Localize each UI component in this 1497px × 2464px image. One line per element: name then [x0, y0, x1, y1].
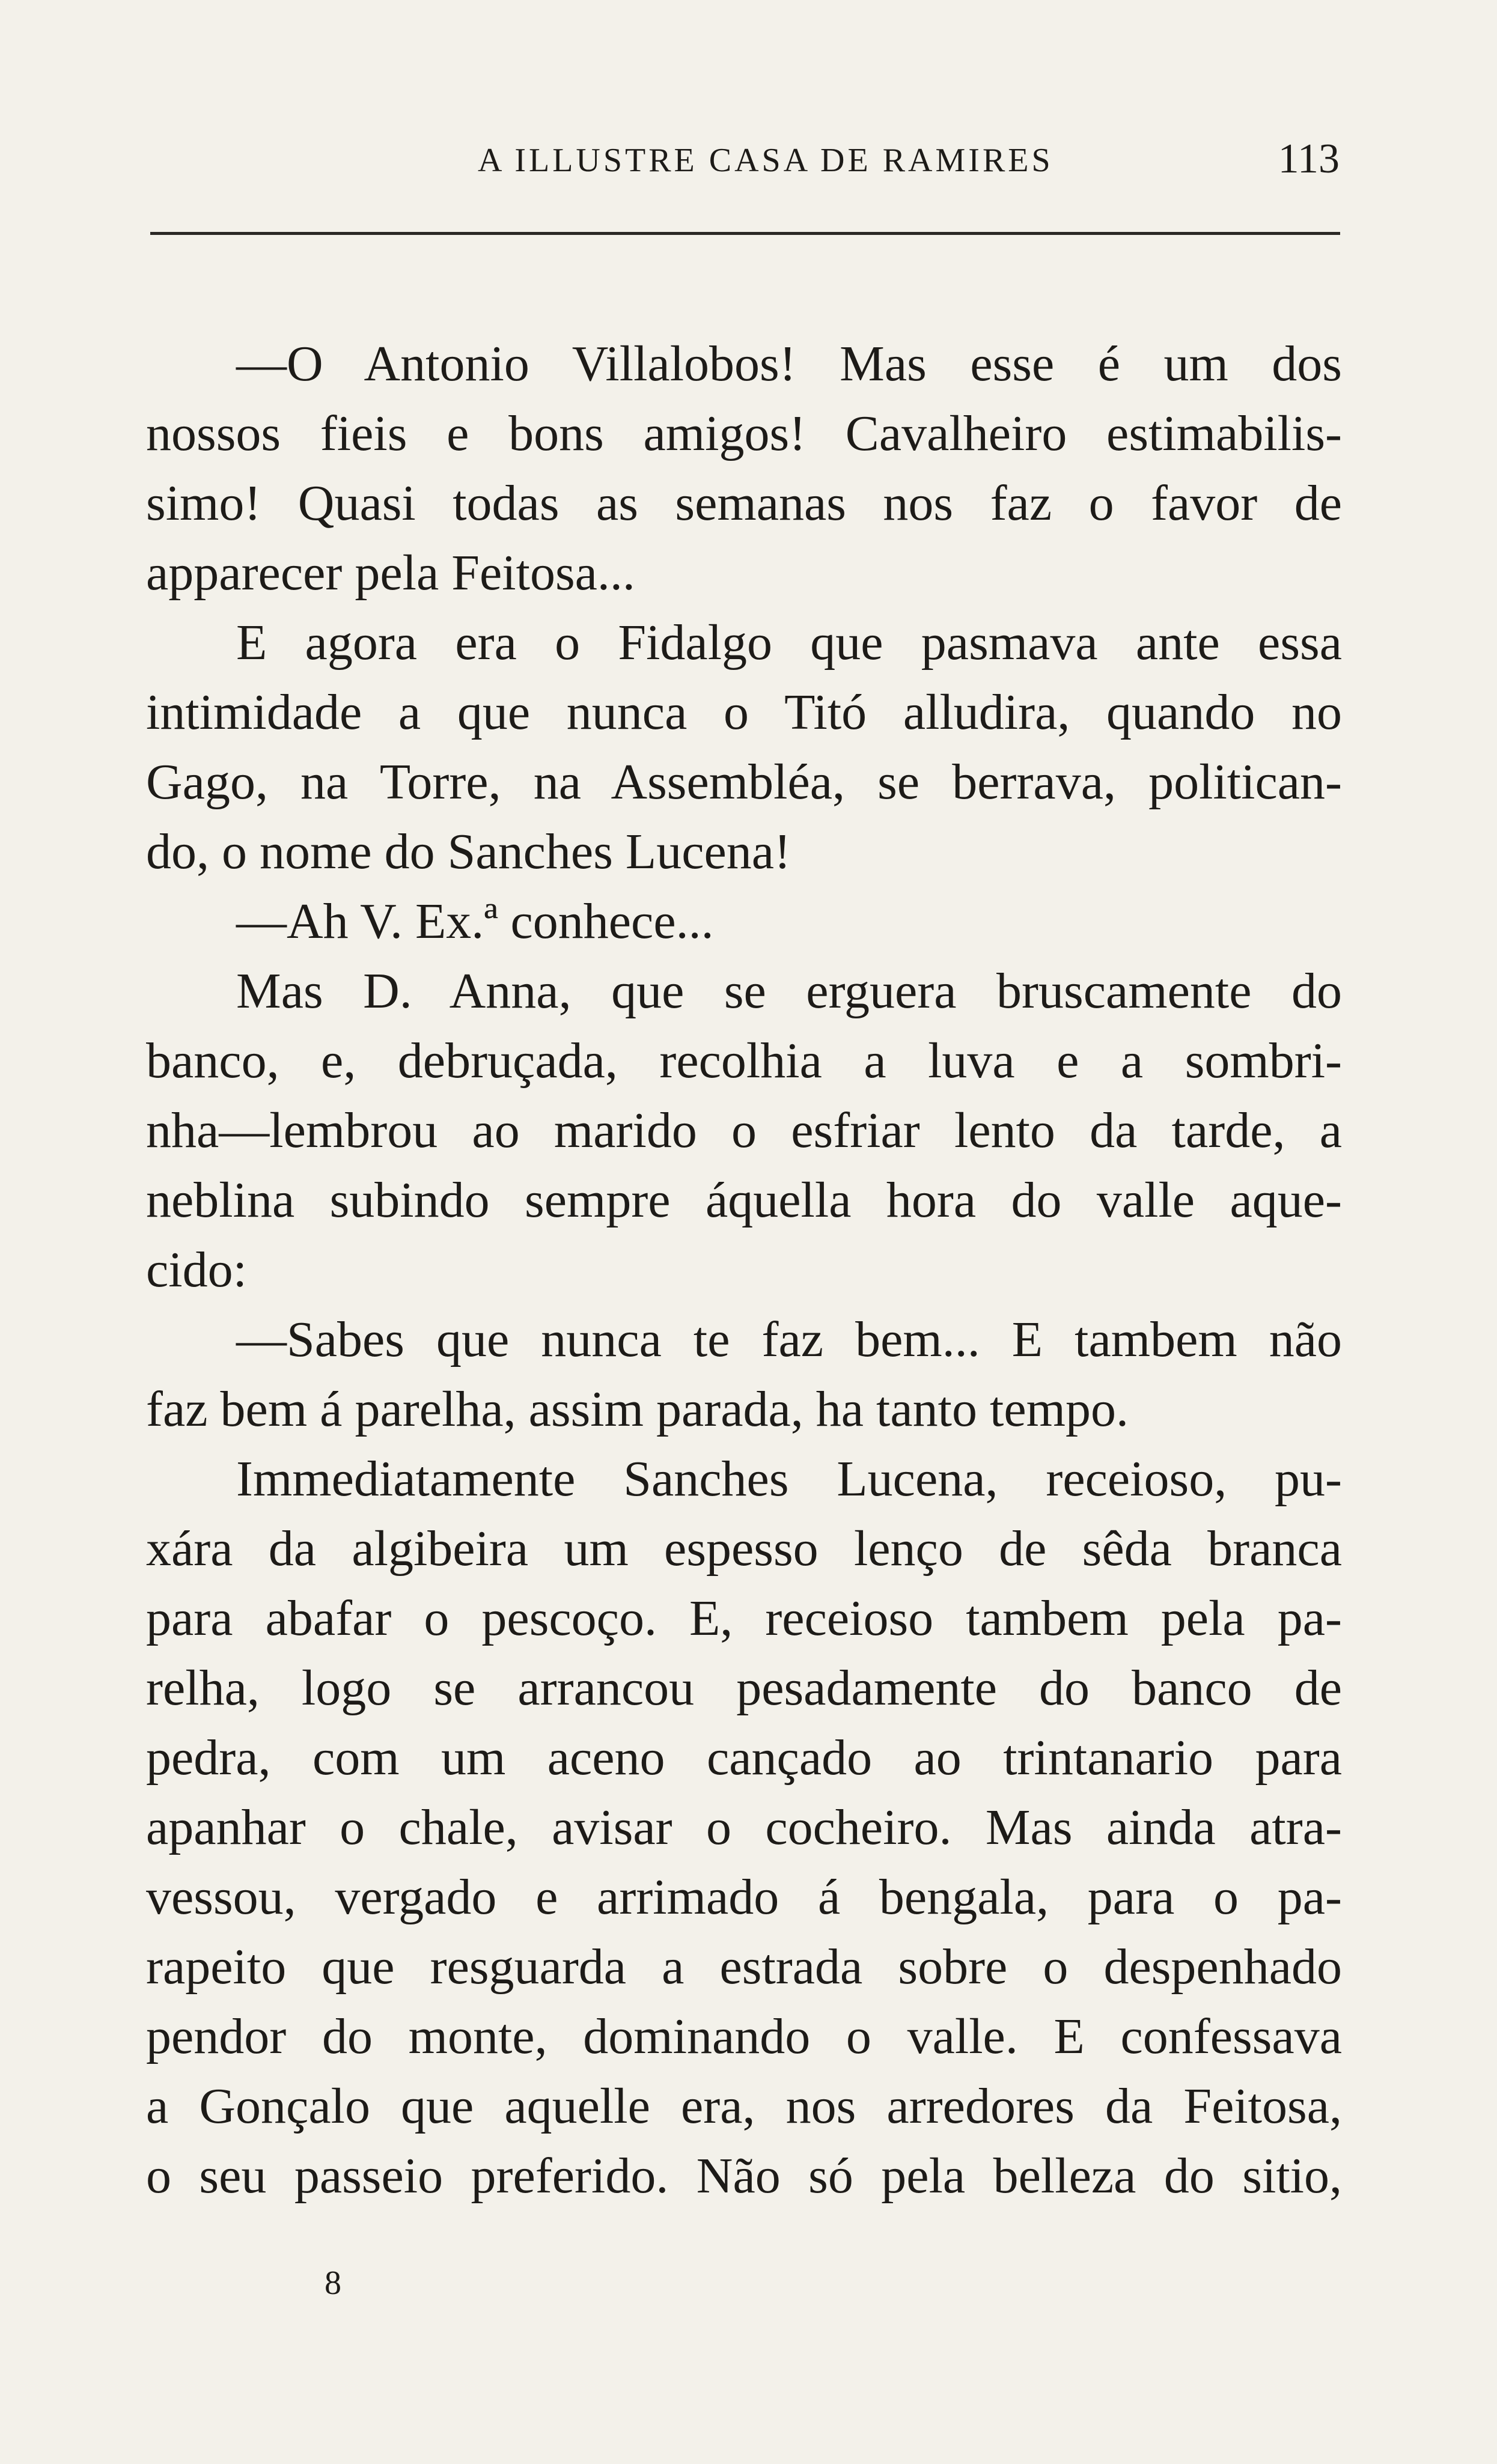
text-line: para abafar o pescoço. E, receioso tambem pela pa- — [146, 1590, 1342, 1646]
text-line: apparecer pela Feitosa... — [146, 545, 635, 601]
text-line: a Gonçalo que aquelle era, nos arredores da Feitosa, — [146, 2078, 1342, 2134]
text-line: o seu passeio preferido. Não só pela belleza do sitio, — [146, 2148, 1342, 2204]
signature-mark: 8 — [325, 2265, 341, 2302]
text-line: xára da algibeira um espesso lenço de sêda branca — [146, 1521, 1342, 1577]
text-line: Immediatamente Sanches Lucena, receioso, pu- — [236, 1451, 1342, 1507]
text-line: simo! Quasi todas as semanas nos faz o favor de — [146, 475, 1342, 531]
text-line: pedra, com um aceno cançado ao trintanario para — [146, 1730, 1342, 1786]
text-line: —Sabes que nunca te faz bem... E tambem não — [236, 1312, 1342, 1367]
text-line: Mas D. Anna, que se erguera bruscamente do — [236, 963, 1342, 1019]
text-line: apanhar o chale, avisar o cocheiro. Mas ainda atra- — [146, 1799, 1342, 1855]
text-line: cido: — [146, 1242, 247, 1298]
text-line: nha—lembrou ao marido o esfriar lento da tarde, a — [146, 1103, 1342, 1158]
text-line: pendor do monte, dominando o valle. E confessava — [146, 2009, 1342, 2064]
text-line: E agora era o Fidalgo que pasmava ante essa — [236, 615, 1342, 671]
text-line: —O Antonio Villalobos! Mas esse é um dos — [236, 336, 1342, 392]
text-line: nossos fieis e bons amigos! Cavalheiro estimabilis- — [146, 406, 1342, 461]
text-line: faz bem á parelha, assim parada, ha tanto tempo. — [146, 1381, 1129, 1437]
text-line: relha, logo se arrancou pesadamente do banco de — [146, 1660, 1342, 1716]
text-line: rapeito que resguarda a estrada sobre o despenhado — [146, 1939, 1342, 1995]
page-number: 113 — [1278, 136, 1340, 182]
text-line: intimidade a que nunca o Titó alludira, quando no — [146, 684, 1342, 740]
header-rule — [150, 232, 1340, 235]
text-line: —Ah V. Ex.ª conhece... — [236, 893, 714, 949]
text-line: vessou, vergado e arrimado á bengala, para o pa- — [146, 1869, 1342, 1925]
text-line: Gago, na Torre, na Assembléa, se berrava, politican- — [146, 754, 1342, 810]
text-line: do, o nome do Sanches Lucena! — [146, 824, 791, 880]
text-line: banco, e, debruçada, recolhia a luva e a sombri- — [146, 1033, 1342, 1089]
running-head: A ILLUSTRE CASA DE RAMIRES — [478, 142, 1053, 179]
text-line: neblina subindo sempre áquella hora do valle aque- — [146, 1172, 1342, 1228]
body-text — [146, 329, 1342, 2211]
